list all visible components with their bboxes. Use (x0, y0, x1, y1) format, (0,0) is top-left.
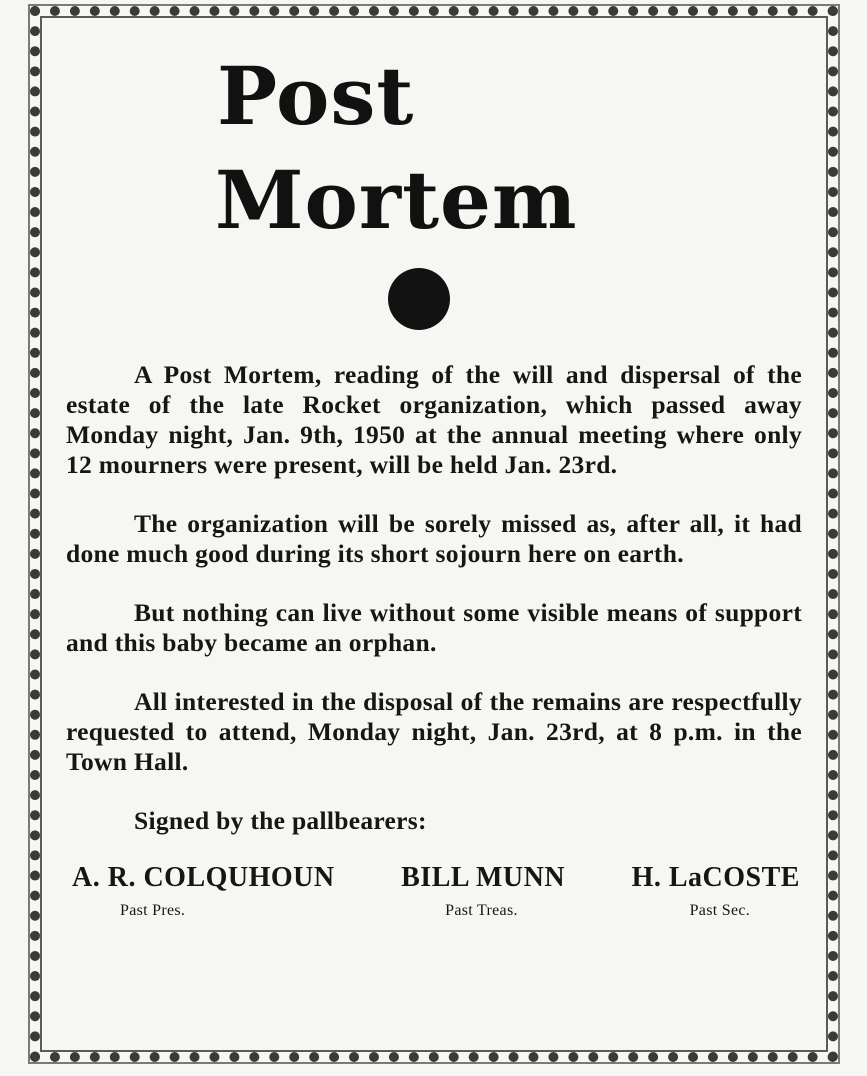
paragraph-orphan: But nothing can live without some visible means of support and this baby became an orphan. (66, 598, 802, 657)
paragraph-missed: The organization will be sorely missed as, after all, it had done much good during its short sojourn here on earth. (66, 509, 802, 568)
signatory-role: Past Sec. (689, 902, 751, 919)
signatories (72, 862, 800, 920)
signed-by-line: Signed by the pallbearers: (134, 806, 427, 835)
paragraph-invitation: All interested in the disposal of the remains are respectfully requested to attend, Monday night, Jan. 23rd, at 8 p.m. in the Town Hall. (66, 687, 802, 776)
signatory-name: H. LaCOSTE (631, 862, 800, 893)
signatory-name: BILL MUNN (401, 862, 566, 893)
notice-title (62, 50, 802, 246)
paragraph-announcement: A Post Mortem, reading of the will and dispersal of the estate of the late Rocket organization, which passed away Monday night, Jan. 9th, 1950 at the annual meeting where only 12 mourners were present, will be held Jan. 23rd. (66, 360, 802, 479)
title-line-mortem: Mortem (215, 153, 578, 247)
notice-body (62, 50, 802, 920)
signatory (401, 862, 565, 920)
signatory (72, 862, 335, 920)
signatory-name: A. R. COLQUHOUN (72, 862, 335, 893)
title-line-post: Post (217, 49, 415, 143)
signatory (632, 862, 800, 920)
bullet-dot-ornament (388, 268, 450, 330)
signatory-role: Past Pres. (120, 902, 186, 919)
signatory-role: Past Treas. (445, 902, 518, 919)
